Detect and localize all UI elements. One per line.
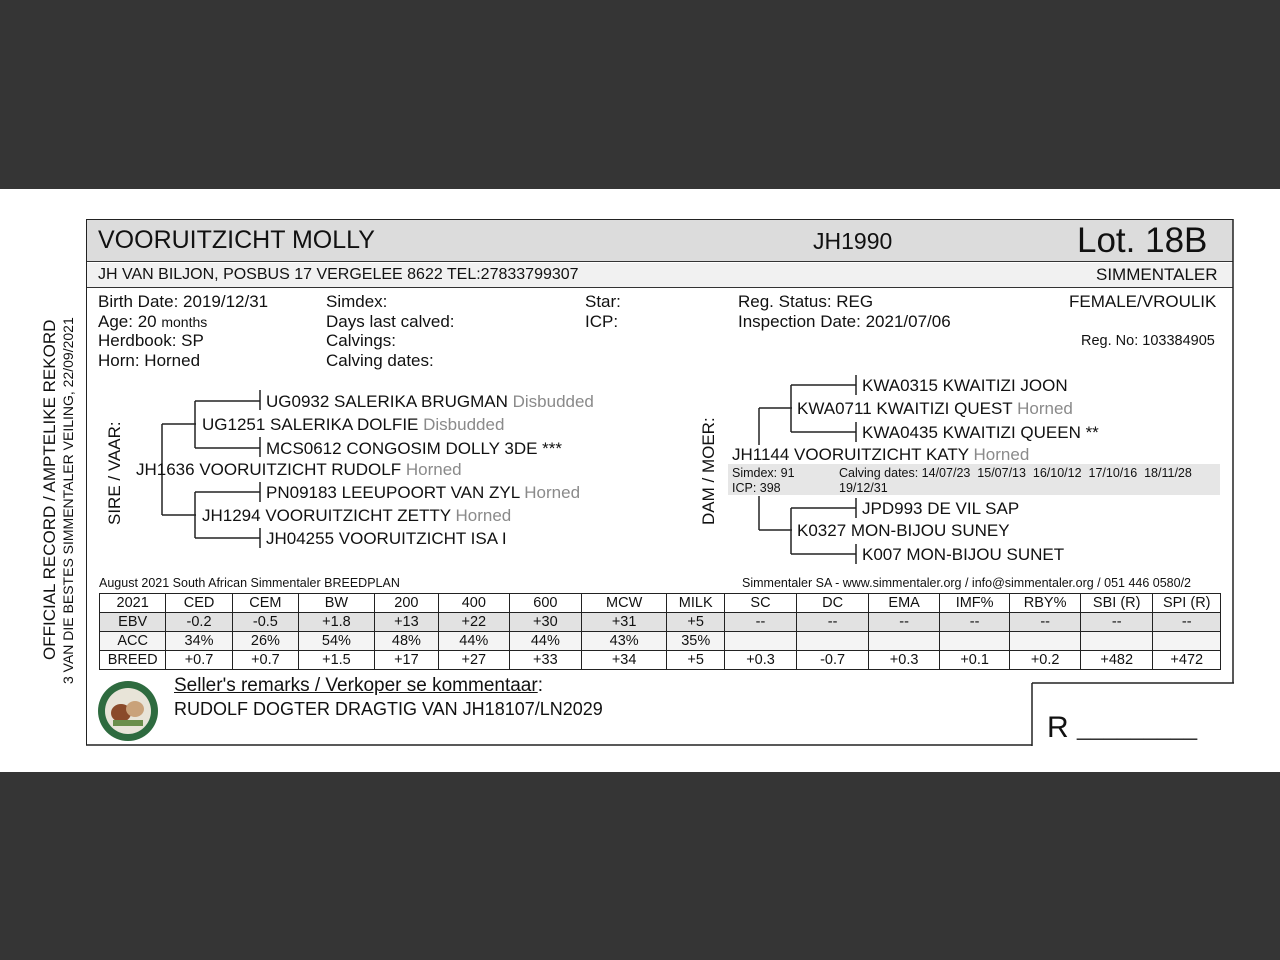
- official-record-label: OFFICIAL RECORD / AMPTELIKE REKORD: [40, 319, 59, 660]
- table-cell: CED: [166, 594, 232, 613]
- animal-id: JH1990: [813, 228, 893, 254]
- table-cell: 26%: [232, 632, 298, 651]
- table-cell: +0.2: [1010, 651, 1081, 670]
- sire-name: [136, 460, 462, 480]
- remarks-heading-text: Seller's remarks / Verkoper se kommentaar: [174, 675, 538, 696]
- price-blank[interactable]: _________: [1077, 714, 1198, 741]
- dam-sire-sire-name: KWA0315 KWAITIZI JOON: [862, 376, 1068, 395]
- sire-dam-dam-name: JH04255 VOORUITZICHT ISA I: [266, 529, 507, 548]
- table-cell: 2021: [100, 594, 166, 613]
- table-cell: +34: [582, 651, 667, 670]
- table-cell: +0.3: [725, 651, 797, 670]
- calvings-label: Calvings:: [326, 331, 396, 350]
- table-cell: -0.7: [796, 651, 869, 670]
- table-cell: [1010, 632, 1081, 651]
- table-cell: +30: [509, 613, 582, 632]
- table-cell: 200: [374, 594, 438, 613]
- table-cell: +31: [582, 613, 667, 632]
- dam-sire-horn: Horned: [1017, 399, 1073, 418]
- star-label: Star:: [585, 292, 621, 311]
- table-cell: +27: [439, 651, 510, 670]
- age-value: Age: 20: [98, 312, 157, 331]
- sire-sire-id: UG1251 SALERIKA DOLFIE: [202, 415, 419, 434]
- remarks-text: RUDOLF DOGTER DRAGTIG VAN JH18107/LN2029: [174, 699, 603, 719]
- table-row-breed: [100, 651, 1221, 670]
- table-cell: -0.5: [232, 613, 298, 632]
- table-cell: EMA: [869, 594, 940, 613]
- table-cell: [725, 632, 797, 651]
- table-cell: [796, 632, 869, 651]
- table-cell: BW: [299, 594, 375, 613]
- table-cell: +0.7: [232, 651, 298, 670]
- sire-sire-sire-id: UG0932 SALERIKA BRUGMAN: [266, 392, 508, 411]
- dam-dam-dam-name: K007 MON-BIJOU SUNET: [862, 545, 1065, 564]
- remarks-colon: :: [537, 675, 543, 696]
- animal-name: VOORUITZICHT MOLLY: [98, 226, 375, 254]
- table-cell: [869, 632, 940, 651]
- table-cell: [939, 632, 1010, 651]
- table-cell: DC: [796, 594, 869, 613]
- table-cell: ACC: [100, 632, 166, 651]
- age-unit: months: [161, 314, 208, 330]
- sire-dam-sire-horn: Horned: [524, 483, 581, 502]
- calving-dates-label: Calving dates:: [326, 351, 434, 370]
- table-cell: +22: [439, 613, 510, 632]
- sire-dam-sire-name: [266, 483, 580, 503]
- simdex-label: Simdex:: [326, 292, 388, 311]
- table-header-row: [100, 594, 1221, 613]
- dam-name: [732, 445, 1029, 465]
- reg-number: Reg. No: 103384905: [1081, 333, 1215, 349]
- table-cell: +472: [1153, 651, 1221, 670]
- table-cell: BREED: [100, 651, 166, 670]
- sire-dam-horn: Horned: [455, 506, 512, 525]
- auction-label: 3 VAN DIE BESTES SIMMENTALER VEILING, 22/09/2021: [60, 317, 76, 684]
- sire-sire-sire-name: [266, 392, 594, 412]
- table-cell: SPI (R): [1153, 594, 1221, 613]
- dam-id: JH1144 VOORUITZICHT KATY: [732, 445, 969, 464]
- table-cell: +0.7: [166, 651, 232, 670]
- icp-label: ICP:: [585, 312, 619, 331]
- horn-status: Horn: Horned: [98, 351, 201, 370]
- table-cell: 44%: [439, 632, 510, 651]
- table-cell: +33: [509, 651, 582, 670]
- sire-dam-id: JH1294 VOORUITZICHT ZETTY: [202, 506, 451, 525]
- dam-horn: Horned: [973, 445, 1030, 464]
- sire-id: JH1636 VOORUITZICHT RUDOLF: [136, 460, 402, 479]
- table-cell: +1.8: [299, 613, 375, 632]
- table-cell: --: [1010, 613, 1081, 632]
- table-cell: 34%: [166, 632, 232, 651]
- table-cell: +0.3: [869, 651, 940, 670]
- dam-calving-dates-cont: 19/12/31: [839, 481, 888, 495]
- dam-sire-id: KWA0711 KWAITIZI QUEST: [797, 399, 1013, 418]
- lot-number: Lot. 18B: [1077, 221, 1208, 260]
- table-cell: MILK: [667, 594, 725, 613]
- table-cell: --: [1153, 613, 1221, 632]
- breedplan-caption: August 2021 South African Simmentaler BREEDPLAN: [99, 576, 400, 590]
- table-cell: EBV: [100, 613, 166, 632]
- sire-label: SIRE / VAAR:: [105, 421, 124, 525]
- table-cell: SBI (R): [1080, 594, 1153, 613]
- herdbook: Herdbook: SP: [98, 331, 204, 350]
- table-cell: [1153, 632, 1221, 651]
- sex-label: FEMALE/VROULIK: [1069, 292, 1217, 311]
- table-cell: SC: [725, 594, 797, 613]
- table-cell: +0.1: [939, 651, 1010, 670]
- dam-label: DAM / MOER:: [699, 417, 718, 525]
- age: [98, 312, 207, 332]
- sire-sire-sire-horn: Disbudded: [512, 392, 594, 411]
- sire-sire-horn: Disbudded: [423, 415, 505, 434]
- breed-label: SIMMENTALER: [1096, 265, 1218, 284]
- table-cell: +5: [667, 613, 725, 632]
- table-cell: 35%: [667, 632, 725, 651]
- breedplan-table: [99, 593, 1221, 670]
- table-cell: +5: [667, 651, 725, 670]
- dam-sire-dam-name: KWA0435 KWAITIZI QUEEN **: [862, 423, 1099, 442]
- table-cell: 43%: [582, 632, 667, 651]
- table-cell: IMF%: [939, 594, 1010, 613]
- dam-dam-sire-name: JPD993 DE VIL SAP: [862, 499, 1020, 518]
- owner-address: JH VAN BILJON, POSBUS 17 VERGELEE 8622 TEL:27833799307: [98, 266, 579, 283]
- table-cell: 400: [439, 594, 510, 613]
- birth-date: Birth Date: 2019/12/31: [98, 292, 269, 311]
- table-cell: --: [725, 613, 797, 632]
- table-cell: --: [939, 613, 1010, 632]
- dam-simdex: Simdex: 91: [732, 466, 795, 480]
- table-cell: --: [796, 613, 869, 632]
- days-last-calved-label: Days last calved:: [326, 312, 455, 331]
- table-cell: -0.2: [166, 613, 232, 632]
- table-cell: CEM: [232, 594, 298, 613]
- table-cell: [1080, 632, 1153, 651]
- table-cell: MCW: [582, 594, 667, 613]
- inspection-date: Inspection Date: 2021/07/06: [738, 312, 951, 331]
- reg-status: Reg. Status: REG: [738, 292, 874, 311]
- table-cell: +17: [374, 651, 438, 670]
- remarks-heading: [174, 675, 543, 697]
- table-cell: --: [1080, 613, 1153, 632]
- table-cell: 44%: [509, 632, 582, 651]
- table-cell: 48%: [374, 632, 438, 651]
- society-logo: [97, 680, 159, 742]
- price-prefix: R: [1047, 711, 1069, 744]
- table-row-ebv: [100, 613, 1221, 632]
- sire-sire-name: [202, 415, 504, 435]
- dam-sire-name: [797, 399, 1073, 419]
- table-cell: 54%: [299, 632, 375, 651]
- dam-icp: ICP: 398: [732, 481, 781, 495]
- sire-horn: Horned: [405, 460, 462, 479]
- dam-dam-name: K0327 MON-BIJOU SUNEY: [797, 521, 1010, 540]
- table-cell: --: [869, 613, 940, 632]
- table-row-acc: [100, 632, 1221, 651]
- table-cell: 600: [509, 594, 582, 613]
- table-cell: RBY%: [1010, 594, 1081, 613]
- table-cell: +13: [374, 613, 438, 632]
- table-cell: +1.5: [299, 651, 375, 670]
- sire-dam-sire-id: PN09183 LEEUPOORT VAN ZYL: [266, 483, 520, 502]
- breedplan-contact: Simmentaler SA - www.simmentaler.org / info@simmentaler.org / 051 446 0580/2: [742, 576, 1192, 590]
- table-cell: +482: [1080, 651, 1153, 670]
- sire-sire-dam-name: MCS0612 CONGOSIM DOLLY 3DE ***: [266, 439, 563, 458]
- sire-dam-name: [202, 506, 511, 526]
- dam-calving-dates: Calving dates: 14/07/23 15/07/13 16/10/12 17/10/16 18/11/28: [839, 466, 1192, 480]
